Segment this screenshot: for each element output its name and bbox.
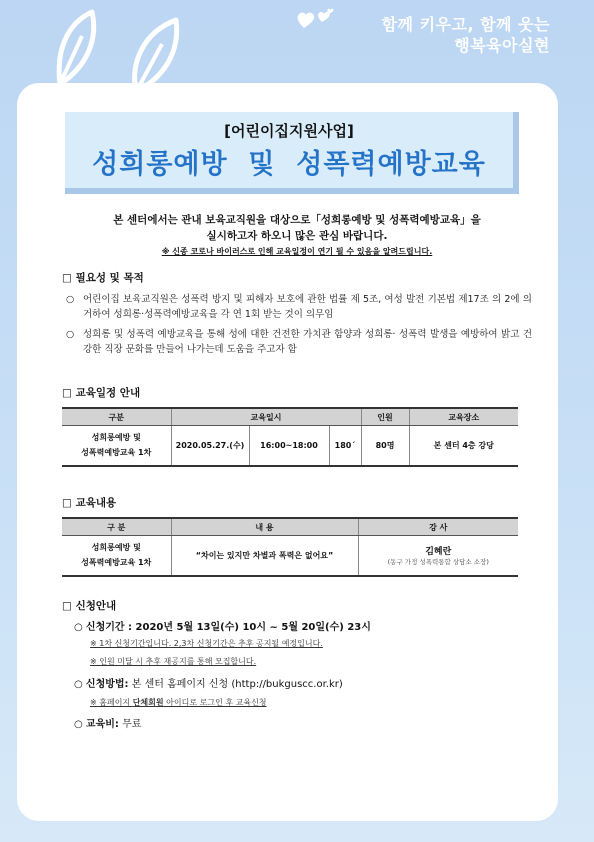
page-title: 성희롱예방 및 성폭력예방교육 [92, 149, 486, 180]
table-row [62, 426, 518, 466]
schedule-duration: 180´ [329, 426, 361, 466]
bullet-marker: ○ [66, 329, 75, 340]
schedule-time: 16:00~18:00 [249, 426, 329, 466]
table-header: 구 분 [62, 518, 171, 536]
purpose-item [66, 327, 532, 357]
intro-line-1: 본 센터에서는 관내 보육교직원을 대상으로「성희롱예방 및 성폭력예방교육」을 [113, 214, 481, 226]
purpose-item [66, 292, 532, 322]
bullet-marker: ○ [66, 294, 75, 305]
period-value: : 2020년 5월 13일(수) 10시 ~ 5월 20일(수) 23시 [124, 622, 371, 633]
schedule-date: 2020.05.27.(수) [171, 426, 249, 466]
category-line: 성폭력예방교육 1차 [81, 558, 152, 568]
method-value: 본 센터 홈페이지 신청 (http://bukguscc.or.kr) [128, 679, 343, 690]
content-lecturer [358, 536, 518, 576]
table-header: 인원 [361, 408, 409, 426]
content-topic: “차이는 있지만 차별과 폭력은 없어요” [171, 536, 358, 576]
content-heading: □ 교육내용 [62, 497, 117, 509]
table-row [62, 536, 518, 576]
purpose-text: 성희롱 및 성폭력 예방교육을 통해 성에 대한 건전한 가치관 함양과 성희롱· 성폭력 발생을 예방하여 밝고 건강한 직장 문화를 만들어 나가는데 도움을 주고자 함 [83, 329, 532, 355]
category-line: 성폭력예방교육 1차 [81, 448, 152, 458]
program-title: [어린이집지원사업] [224, 122, 354, 140]
content-table [62, 517, 518, 577]
bullet-marker: ○ [74, 679, 83, 690]
method-note [90, 697, 267, 708]
method-label: 신청방법: [85, 679, 129, 690]
slogan-line-2: 행복육아실현 [454, 36, 550, 55]
schedule-table [62, 407, 518, 467]
purpose-heading: □ 필요성 및 목적 [62, 272, 144, 284]
bullet-marker: ○ [74, 719, 83, 730]
category-line: 성희롱예방 및 [91, 543, 141, 553]
schedule-heading: □ 교육일정 안내 [62, 387, 141, 399]
table-header-row [62, 408, 518, 426]
postpone-notice: ※ 신종 코로나 바이러스로 인해 교육일정이 연기 될 수 있음을 알려드립니다. [161, 247, 433, 256]
schedule-place: 본 센터 4층 강당 [409, 426, 518, 466]
title-box [65, 112, 519, 194]
bullet-marker: ○ [74, 622, 83, 633]
note-text: 아이디로 로그인 후 교육신청 [163, 698, 267, 707]
period-label: 신청기간 [85, 622, 125, 633]
table-header: 내 용 [171, 518, 358, 536]
apply-fee [74, 715, 141, 730]
schedule-category [62, 426, 171, 466]
category-line: 성희롱예방 및 [91, 433, 141, 443]
period-note: ※ 인원 미달 시 추후 재공지를 통해 모집합니다. [90, 657, 257, 666]
table-header: 강 사 [358, 518, 518, 536]
fee-label: 교육비: [85, 719, 119, 730]
purpose-text: 어린이집 보육교직원은 성폭력 방지 및 피해자 보호에 관한 법률 제 5조, 여성 발전 기본법 제17조 의 2에 의거하여 성희롱·성폭력예방교육을 각 연 1회 받는 것이 의무임 [83, 294, 532, 320]
intro-text [40, 212, 554, 244]
table-header: 구분 [62, 408, 171, 426]
content-category [62, 536, 171, 576]
header-slogan [382, 14, 550, 56]
table-header-row [62, 518, 518, 536]
apply-method [74, 675, 343, 690]
note-text: ※ 홈페이지 [90, 698, 133, 707]
note-emphasis: 단체회원 [132, 698, 164, 707]
hearts-icon [296, 6, 336, 32]
lecturer-org: (동구 가정 성폭력통합 상담소 소장) [387, 558, 489, 567]
schedule-people: 80명 [361, 426, 409, 466]
intro-line-2: 실시하고자 하오니 많은 관심 바랍니다. [206, 230, 388, 242]
table-header: 교육일시 [171, 408, 361, 426]
slogan-line-1: 함께 키우고, 함께 웃는 [381, 15, 550, 34]
apply-heading: □ 신청안내 [62, 600, 117, 612]
table-header: 교육장소 [409, 408, 518, 426]
fee-value: 무료 [118, 719, 142, 730]
apply-period [74, 618, 371, 633]
lecturer-name: 김혜란 [425, 547, 452, 558]
period-note: ※ 1차 신청기간입니다. 2,3차 신청기간은 추후 공지될 예정입니다. [90, 639, 323, 648]
